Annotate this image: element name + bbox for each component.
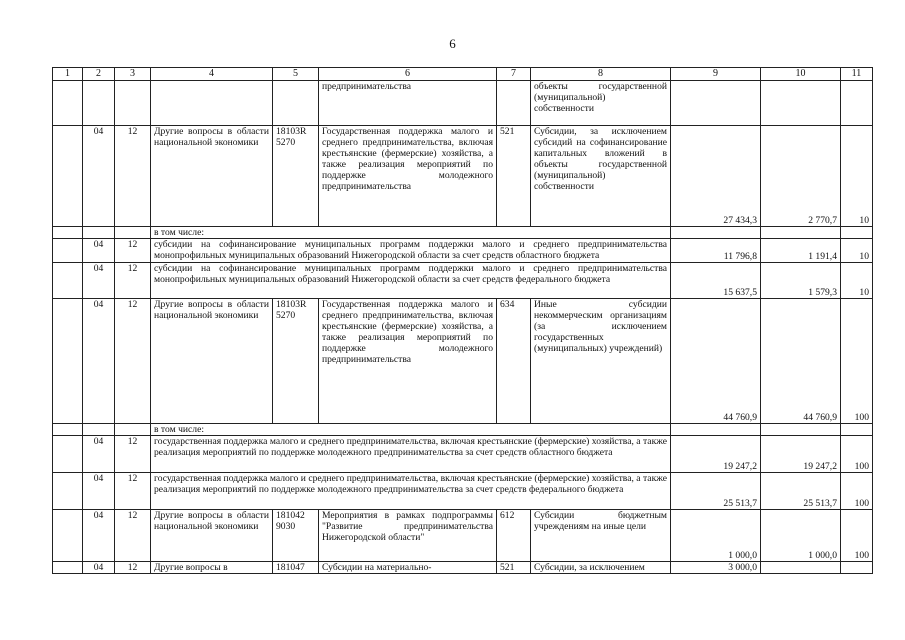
table-row [53,227,873,239]
table-cell: 12 [115,299,151,424]
table-cell [115,81,151,126]
table-cell: предпринимательства [319,81,497,126]
table-row [53,126,873,227]
table-cell [83,424,115,436]
table-cell: Субсидии бюджетным учреждениям на иные цели [531,510,671,562]
table-row [53,473,873,510]
header-cell: 4 [151,68,273,81]
header-cell: 2 [83,68,115,81]
table-cell: Другие вопросы в [151,562,273,574]
table-cell: Государственная поддержка малого и среднего предпринимательства, включая крестьянские (фермерские) хозяйства, а также реализация мероприятий по поддержке молодежного предпринимательства [319,126,497,227]
table-cell: 04 [83,510,115,562]
table-cell: в том числе: [151,424,671,436]
table-cell [671,81,761,126]
table-cell [761,81,841,126]
table-cell [841,81,873,126]
table-cell: 04 [83,126,115,227]
table-cell [53,81,83,126]
table-cell: 181042 9030 [273,510,319,562]
table-row [53,299,873,424]
table-cell: 634 [497,299,531,424]
table-cell: 04 [83,299,115,424]
table-cell [53,562,83,574]
table-cell: 1 191,4 [761,239,841,263]
header-row [53,68,873,81]
table-cell [83,227,115,239]
header-cell: 5 [273,68,319,81]
table-cell [761,424,841,436]
table-cell: 04 [83,239,115,263]
table-cell [761,227,841,239]
table-row [53,510,873,562]
table-cell: субсидии на софинансирование муниципальных программ поддержки малого и среднего предпринимательства монопрофильных муниципальных образований Нижегородской области за счет средств федерального бюджета [151,263,671,299]
table-cell: 12 [115,562,151,574]
table-cell: Другие вопросы в области национальной экономики [151,510,273,562]
table-cell: 44 760,9 [761,299,841,424]
table-cell [53,126,83,227]
table-cell: Другие вопросы в области национальной экономики [151,126,273,227]
table-cell: Иные субсидии некоммерческим организациям (за исключением государственных (муниципальных) учреждений) [531,299,671,424]
table-cell: 12 [115,239,151,263]
page-number: 6 [449,36,456,51]
header-cell: 8 [531,68,671,81]
table-cell: 2 770,7 [761,126,841,227]
table-cell: 100 [841,299,873,424]
table-cell: 1 579,3 [761,263,841,299]
table-cell [841,562,873,574]
table-cell: объекты государственной (муниципальной) собственности [531,81,671,126]
table-row [53,263,873,299]
table-cell: 04 [83,263,115,299]
table-cell [53,299,83,424]
table-cell: 12 [115,263,151,299]
table-cell: 100 [841,473,873,510]
table-cell: 27 434,3 [671,126,761,227]
table-cell: государственная поддержка малого и среднего предпринимательства, включая крестьянские (фермерские) хозяйства, а также реализация мероприятий по поддержке молодежного предпринимательства за счет средств областного бюджета [151,436,671,473]
table-cell: 1 000,0 [671,510,761,562]
table-cell [273,81,319,126]
table-row [53,436,873,473]
header-cell: 11 [841,68,873,81]
table-cell: 3 000,0 [671,562,761,574]
table-cell: государственная поддержка малого и среднего предпринимательства, включая крестьянские (фермерские) хозяйства, а также реализация мероприятий по поддержке молодежного предпринимательства за счет средств федерального бюджета [151,473,671,510]
table-cell: 11 796,8 [671,239,761,263]
table-cell: 100 [841,436,873,473]
table-cell: 12 [115,126,151,227]
header-cell: 1 [53,68,83,81]
table-cell: Государственная поддержка малого и среднего предпринимательства, включая крестьянские (фермерские) хозяйства, а также реализация мероприятий по поддержке молодежного предпринимательства [319,299,497,424]
table-cell: 10 [841,239,873,263]
table-cell: 612 [497,510,531,562]
table-cell: 10 [841,126,873,227]
table-cell: Субсидии на материально- [319,562,497,574]
table-cell: Субсидии, за исключением субсидий на софинансирование капитальных вложений в объекты государственной (муниципальной) собственности [531,126,671,227]
table-cell: 19 247,2 [671,436,761,473]
table-cell: 12 [115,510,151,562]
table-cell: Другие вопросы в области национальной экономики [151,299,273,424]
table-cell: 1 000,0 [761,510,841,562]
table-cell: 12 [115,436,151,473]
table-cell [115,424,151,436]
table-row [53,81,873,126]
table-cell [83,81,115,126]
table-cell [53,424,83,436]
table-cell: 18103R 5270 [273,299,319,424]
table-cell: 181047 [273,562,319,574]
table-cell: 521 [497,126,531,227]
table-cell: 12 [115,473,151,510]
table-cell [841,227,873,239]
table-cell: 15 637,5 [671,263,761,299]
table-row [53,424,873,436]
table-cell [53,473,83,510]
table-cell [761,562,841,574]
table-cell [53,239,83,263]
table-cell: Субсидии, за исключением [531,562,671,574]
table-cell: 10 [841,263,873,299]
table-cell [53,263,83,299]
table-cell [53,436,83,473]
table-cell: Мероприятия в рамках подпрограммы "Развитие предпринимательства Нижегородской области" [319,510,497,562]
table-cell [497,81,531,126]
header-cell: 7 [497,68,531,81]
table-row [53,562,873,574]
header-cell: 3 [115,68,151,81]
table-cell: 04 [83,473,115,510]
table-cell: субсидии на софинансирование муниципальных программ поддержки малого и среднего предпринимательства монопрофильных муниципальных образований Нижегородской области за счет средств областного бюджета [151,239,671,263]
table-cell [53,227,83,239]
table-cell: 25 513,7 [761,473,841,510]
table-cell [115,227,151,239]
budget-table [52,67,873,574]
table-cell: 18103R 5270 [273,126,319,227]
header-cell: 10 [761,68,841,81]
table-cell [841,424,873,436]
header-cell: 6 [319,68,497,81]
table-cell [671,227,761,239]
table-cell: 04 [83,436,115,473]
header-cell: 9 [671,68,761,81]
table-cell [53,510,83,562]
table-cell [671,424,761,436]
table-cell: 19 247,2 [761,436,841,473]
table-cell: 25 513,7 [671,473,761,510]
table-cell: 521 [497,562,531,574]
table-cell: 04 [83,562,115,574]
table-cell: 44 760,9 [671,299,761,424]
table-row [53,239,873,263]
table-cell: в том числе: [151,227,671,239]
table-cell [151,81,273,126]
table-cell: 100 [841,510,873,562]
